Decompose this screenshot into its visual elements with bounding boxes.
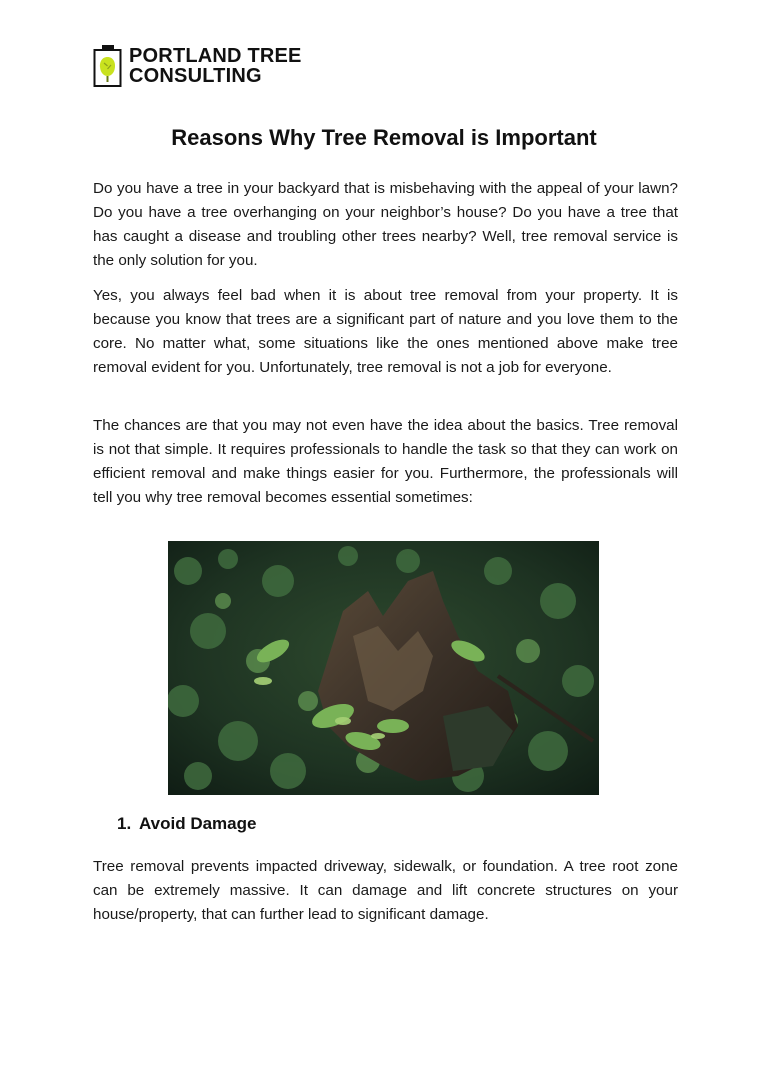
page-title: Reasons Why Tree Removal is Important xyxy=(171,125,597,150)
intro-paragraph-1: Do you have a tree in your backyard that is misbehaving with the appeal of your lawn? Do you have a tree overhanging on your neighbor’s house? Do you have a tree that has caught a disease and troubling other trees nearby? Well, tree removal service is the only solution for you. xyxy=(93,180,678,269)
avoid-damage-paragraph: Tree removal prevents impacted driveway, sidewalk, or foundation. A tree root zone can be extremely massive. It can damage and lift concrete structures on your house/property, that can further lead to significant damage. xyxy=(93,858,678,923)
fallen-tree-stump-photo xyxy=(168,541,599,795)
intro-paragraph-2: Yes, you always feel bad when it is about tree removal from your property. It is because you know that trees are a significant part of nature and you love them to the core. No matter what, some situations like the ones mentioned above make tree removal evident for you. Unfortunately, tree removal is not a job for everyone. xyxy=(93,287,678,376)
section-heading-text: Avoid Damage xyxy=(139,814,257,833)
logo-line-1: PORTLAND TREE xyxy=(129,45,302,67)
section-heading-avoid-damage xyxy=(117,814,256,834)
company-logo[interactable] xyxy=(93,44,302,88)
section-number: 1. xyxy=(117,814,132,833)
intro-paragraph-3: The chances are that you may not even have the idea about the basics. Tree removal is not that simple. It requires professionals to handle the task so that they can work on efficient removal and make things easier for you. Furthermore, the professionals will tell you why tree removal becomes essential sometimes: xyxy=(93,417,678,506)
logo-text xyxy=(129,46,302,86)
tree-sign-icon xyxy=(93,44,123,88)
logo-line-2: CONSULTING xyxy=(129,65,262,87)
